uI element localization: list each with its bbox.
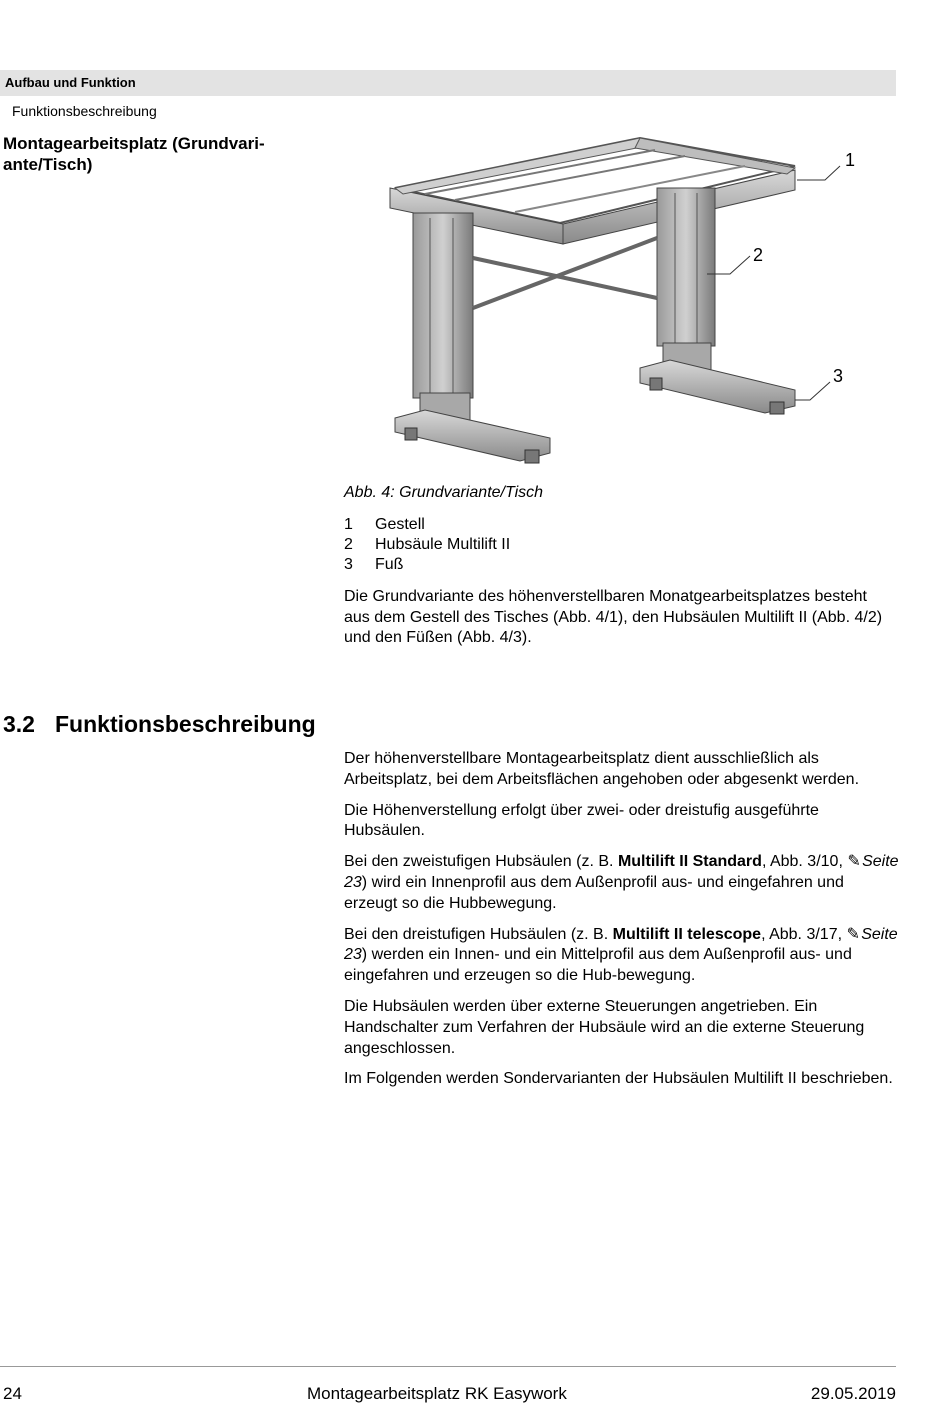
document-title: Montagearbeitsplatz RK Easywork [307, 1384, 567, 1403]
paragraph-4 [344, 925, 900, 987]
paragraph-1: Der höhenverstellbare Montagearbeitsplatz dient ausschließlich als Arbeitsplatz, bei dem Arbeitsflächen angehoben oder abgesenkt werden. [344, 750, 860, 788]
figure-heading [3, 133, 303, 175]
document-date: 29.05.2019 [810, 1384, 896, 1403]
legend-item [344, 555, 884, 575]
product-name: Multilift II Standard [617, 853, 762, 871]
section-body [344, 749, 900, 1100]
callout-2: 2 [753, 245, 764, 265]
text-run: ) werden ein Innen- und ein Mittelprofil aus dem Außenprofil aus- und eingefahren und erzeugen so die Hub-bewegung. [344, 946, 852, 985]
reference-hand-icon: ✎ [847, 853, 861, 871]
paragraph-6: Im Folgenden werden Sondervarianten der Hubsäulen Multilift II beschrieben. [344, 1070, 893, 1088]
section-title: Funktionsbeschreibung [55, 711, 316, 737]
reference-hand-icon: ✎ [846, 925, 860, 943]
section-heading [3, 711, 316, 738]
legend-num: 3 [344, 556, 353, 573]
figure-legend [344, 515, 884, 575]
page-reference-link[interactable]: Seite 23 [344, 853, 899, 891]
page-reference-link[interactable]: Seite 23 [344, 925, 898, 964]
legend-label: Fuß [375, 556, 404, 573]
paragraph-3 [344, 852, 900, 914]
text-run: ) wird ein Innenprofil aus dem Außenprofil aus- und eingefahren und erzeugt so die Hubbewegung. [344, 873, 844, 912]
callout-1: 1 [845, 150, 856, 170]
table-frame-illustration [385, 128, 865, 473]
callout-3: 3 [833, 366, 844, 386]
page-number: 24 [3, 1384, 22, 1403]
section-number: 3.2 [3, 711, 35, 737]
text-run: , Abb. 3/17, [761, 925, 847, 943]
legend-num: 1 [344, 516, 353, 533]
chapter-title: Aufbau und Funktion [5, 75, 136, 90]
legend-num: 2 [344, 536, 353, 553]
product-name: Multilift II telescope [612, 925, 762, 943]
left-lift-column [413, 213, 473, 398]
figure-heading-line2: ante/Tisch) [3, 155, 93, 174]
legend-label: Hubsäule Multilift II [375, 536, 511, 553]
right-lift-column [657, 188, 715, 346]
legend-item [344, 535, 884, 555]
text-run: Bei den zweistufigen Hubsäulen (z. B. [344, 853, 618, 871]
legend-label: Gestell [375, 516, 425, 533]
legend-item [344, 515, 884, 535]
footer-divider [0, 1366, 896, 1367]
text-run: Bei den dreistufigen Hubsäulen (z. B. [344, 925, 613, 943]
text-run: , Abb. 3/10, [761, 853, 848, 871]
figure-heading-line1: Montagearbeitsplatz (Grundvari- [3, 134, 265, 153]
section-subtitle: Funktionsbeschreibung [12, 103, 157, 119]
paragraph-2: Die Höhenverstellung erfolgt über zwei- oder dreistufig ausgeführte Hubsäulen. [344, 801, 819, 840]
figure-caption: Abb. 4: Grundvariante/Tisch [344, 484, 544, 501]
figure-description: Die Grundvariante des höhenverstellbaren Monatgearbeitsplatzes besteht aus dem Gestell des Tisches (Abb. 4/1), den Hubsäulen Multilift II (Abb. 4/2) und den Füßen (Abb. 4/3). [344, 588, 883, 646]
paragraph-5: Die Hubsäulen werden über externe Steuerungen angetrieben. Ein Handschalter zum Verfahren der Hubsäule wird an die externe Steuerung angeschlossen. [344, 997, 865, 1057]
